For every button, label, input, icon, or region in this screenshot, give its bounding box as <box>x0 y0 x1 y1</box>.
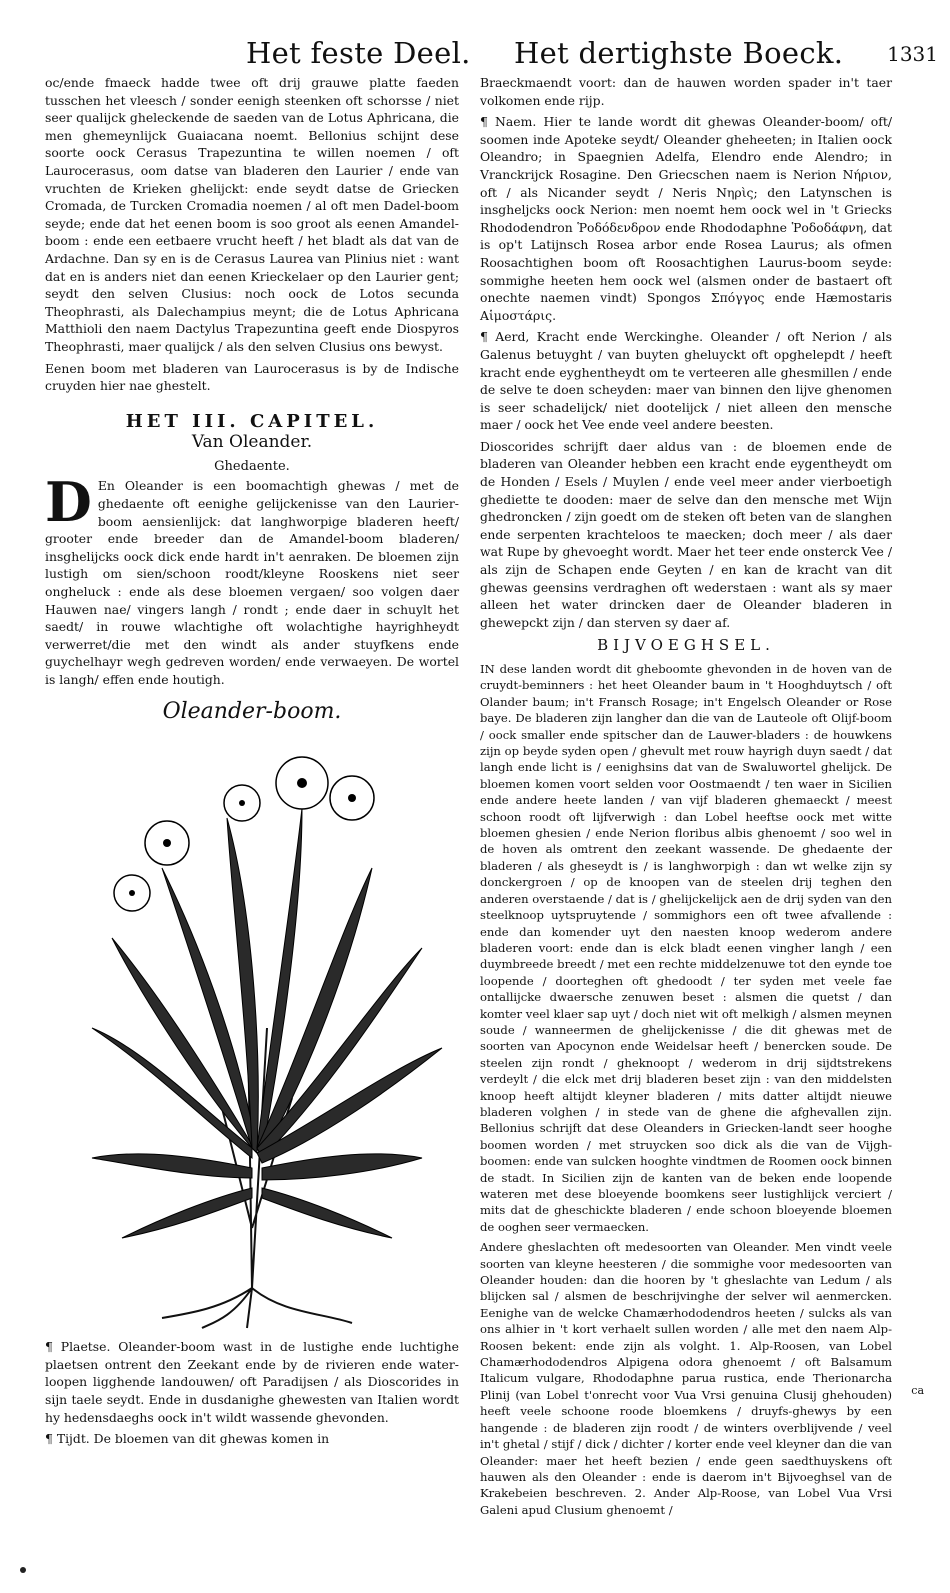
chapter-subject: Van Oleander. <box>191 432 313 453</box>
page-number: 1331 <box>887 42 938 66</box>
figure-title: Oleander-boom. <box>162 698 342 724</box>
dropcap-letter: D <box>45 470 92 535</box>
catchword: ca <box>911 1384 924 1397</box>
ghedaente-paragraph <box>45 470 459 688</box>
oleander-woodcut-illustration <box>52 728 452 1328</box>
right-column <box>480 74 892 1517</box>
ink-speck <box>20 1567 26 1573</box>
plaetse-paragraph: ¶ Plaetse. Oleander-boom wast in de lustighe ende luchtighe plaetsen ontrent den Zeekant ende by de rivieren ende water-loopen ligghende landouwen/ oft Paradijsen / als Dioscorides in sijn taele seydt. Ende in dusdanighe ghewesten van Italien wordt hy hedensdaeghs oock in't wildt wassende ghevonden. <box>45 1339 459 1425</box>
tijdt-paragraph: ¶ Tijdt. De bloemen van dit ghewas komen in <box>45 1431 330 1447</box>
running-header <box>0 30 950 80</box>
ghedaente-text: En Oleander is een boomachtigh ghewas / met de ghedaente oft eenighe gelijckenisse van den Laurier-boom aensienlijck: dat langhworpige bladeren heeft/ grooter ende breeder dan de Amandel-boom bladeren/ insghelijcks oock dick ende hardt in't aenraken. De bloemen zijn lustigh om sien/schoon roodt/kleyne Rooskens niet seer ongheluck : ende als dese bloemen vergaen/ soo volgen daer Hauwen nae/ vingers langh / rondt ; ende daer in schuylt het saedt/ in rouwe wlachtighe oft wolachtighe hayrighheydt verwerret/die met den windt als ander stuyfkens ende guychelhayr wegh gedreven worden/ ende verwaeyen. De wortel is langh/ effen ende houtigh. <box>45 478 459 687</box>
bijvoeghsel-heading: BIJVOEGHSEL. <box>597 636 775 655</box>
section-title-ghedaente: Ghedaente. <box>214 458 290 474</box>
bijvoeghsel-paragraph-1: IN dese landen wordt dit gheboomte ghevonden in de hoven van de cruydt-beminners : het heet Oleander baum in 't Hooghduytsch / oft Olander baum; in't Fransch Rosage; in't Engelsch Oleander or Rose baye. De bladeren zijn langher dan die van de Lauteole oft Olijf-boom / oock smaller ende spitscher dan de Lauwer-bladers : de houwkens zijn op beyde syden open / ghevult met rouw hayrigh duyn saedt / dat langh ende licht is / eenighsins dat van de Swaluwortel ghelijck. De bloemen komen voort selden voor Oostmaendt / ten waer in Sicilien ende andere heete landen / van vijf bladeren ghemaeckt / meest schoon roodt oft lijfverwigh : dan Lobel heeftse oock met witte bloemen ghesien / ende Nerion floribus albis ghenoemt / soo wel in de hoven als omtrent den zeekant wassende. De ghedaente der bladeren / als gheseydt is / is langhworpigh : dan wt welke zijn sy donckergroen / op de knoopen van de steelen drij teghen den anderen overstaende / dat is / ghelijckelijck aen de drij syden van den steelknoop uytspruytende / sommighors een oft twee afvallende : ende dan komender uyt den naesten knoop wederom andere bladeren voort: ende dan is elck bladt eenen vingher langh / een duymbreede breedt / met een rechte middelzenuwe tot den eynde toe loopende / doorteghen oft ghedoodt / ter syden met veele fae ontallijcke dwaersche zenuwen beset : alsmen die quetst / dan komter veel klaer sap uyt / doch niet wit oft melkigh / alsmen meynen soude / wanneermen de ghelijckenisse / die dit ghewas met de soorten van Apocynon ende Weidelsar heeft / benercken soude. De steelen zijn rondt / gheknoopt / wederom in drij sijdtstrekens verdeylt / die elck met drij bladeren beset zijn : van den middelsten knoop heeft altijdt kleyner bladeren / mits datter altijdt nieuwe bladeren volghen / in stede van de ghene die afghevallen zijn. Bellonius schrijft dat dese Oleanders in Griecken-landt seer hooghe boomen worden / met struycken soo dick als die van de Vijgh-boomen: ende van sulcken hooghte vindtmen de Roomen oock binnen de stadt. In Sicilien zijn de kanten van de beken ende loopende wateren met dese bloeyende boomkens seer lustighlijck verciert / mits dat de gheschickte bladeren / ende schoon bloeyende bloemen de ooghen seer vermaecken. <box>480 662 892 1234</box>
left-column <box>45 74 459 1447</box>
header-left-title: Het feste Deel. <box>246 36 471 70</box>
aerd-paragraph: ¶ Aerd, Kracht ende Werckinghe. Oleander / oft Nerion / als Galenus betuyght / van buyten gheluyckt oft opghelepdt / heeft kracht ende eyghentheydt om te verteeren alle ghesmillen / ende de selve te doen scheyden: maer van binnen den lijve ghenomen is seer schadelijck/ niet dootelijck / niet alleen den mensche maer / oock het Vee ende veel andere beesten. <box>480 329 892 433</box>
naem-paragraph: ¶ Naem. Hier te lande wordt dit ghewas Oleander-boom/ oft/ soomen inde Apoteke seydt/ Oleander gheheeten; in Italien oock Oleandro; in Spaegnien Adelfa, Elendro ende Alendro; in Vranckrijck Rosagine. Den Griecschen naem is Nerion Νήριον, oft / als Nicander seydt / Neris Νηρὶς; den Latynschen is insgheljcks oock Nerion: men noemt hem oock wel in 't Griecks Rhododendron Ῥοδόδενδρον ende Rhododaphne Ῥοδοδάφνη, dat is op't Latijnsch Rosea arbor ende Rosea Laurus; als ofmen Roosachtighen boom oft Roosachtighen Laurus-boom seyde: sommighe heeten hem oock wel (alsmen onder de bastaert oft onechte naemen vindt) Spongos Σπόγγος ende Hæmostaris Αἱμοστάρις. <box>480 114 892 323</box>
header-right-title: Het dertighste Boeck. <box>514 36 844 70</box>
bijvoeghsel-paragraph-2: Andere gheslachten oft medesoorten van Oleander. Men vindt veele soorten van kleyne heesteren / die sommighe voor medesoorten van Oleander houden: dan die hooren by 't gheslachte van Ledum / als blijcken sal / alsmen de beschrijvinghe der selver wil aenmercken. Eenighe van de welcke Chamærhododendros heeten / sulcks als van ons alhier in 't kort verhaelt sullen worden / alle met den naem Alp-Roosen bekent: ende zijn als volght. 1. Alp-Roosen, van Lobel Chamærhododendros Alpigena odora ghenoemt / oft Balsamum Italicum vulgare, Rhododaphne parua rustica, ende Therionarcha Plinij (van Lobel t'onrecht voor Vua Vrsi genuina Clusij ghehouden) heeft veele schoone roode bloemkens / druyfs-ghewys by een hangende : de bladeren zijn roodt / de winters overblijvende / veel in't ghetal / stijf / dick / dichter / korter ende veel kleyner dan die van Oleander: maer het heeft bezien / ende geen saedthuyskens oft hauwen als den Oleander : ende is daerom in't Bijvoeghsel van de Krakebeien beschreven. 2. Ander Alp-Roose, van Lobel Vua Vrsi Galeni apud Clusium ghenoemt / <box>480 1240 892 1517</box>
dioscorides-paragraph: Dioscorides schrijft daer aldus van : de bloemen ende de bladeren van Oleander hebben een kracht ende eygentheydt om de Honden / Esels / Muylen / ende veel meer ander vierboetigh ghediette te dooden: maer de selve dan den mensche met Wijn ghedroncken / zijn goedt om de steken oft beten van de slanghen ende serpenten krachteloos te maecken; doch meer / als daer wat Rupe by ghevoeght wordt. Maer het teer ende onsterck Vee / als zijn de Schapen ende Geyten / en kan de kracht van dit ghewas geensins verdraghen oft wederstaen : want als sy maer alleen het water drincken daer de Oleander bladeren in ghewepckt zijn / dan sterven sy daer af. <box>480 438 892 630</box>
intro-paragraph: oc/ende fmaeck hadde twee oft drij grauwe platte faeden tusschen het vleesch / sonder eenigh steenken oft schorsse / niet seer qualijck gheleckende de saeden van de Lotus Aphricana, die men ghemeynlijck Guaiacana noemt. Bellonius schijnt dese soorte oock Cerasus Trapezuntina te willen noemen / oft Laurocerasus, oom datse van bladeren den Laurier / ende van vruchten de Krieken ghelijckt: ende seydt datse de Griecken Cromada, de Turcken Cromadia noemen / al oft men Dadel-boom seyde; ende dat het eenen boom is soo groot als eenen Amandel-boom : ende een eetbaere vrucht heeft / het bladt als dat van de Ardachne. Dan sy en is de Cerasus Laurea van Plinius niet : want dat en is anders niet dan eenen Krieckelaer op den Laurier gent; seydt den selven Clusius: noch oock de Lotos secunda Theophrasti, als Dalechampius meynt; die de Lotus Aphricana Matthioli den naem Dactylus Trapezuntina geeft ende Diospyros Theophrasti, maer qualijck / als den selven Clusius ons bewyst. <box>45 75 459 354</box>
tijdt-continued: Braeckmaendt voort: dan de hauwen worden spader in't taer volkomen ende rijp. <box>480 75 892 108</box>
figure-note: Eenen boom met bladeren van Laurocerasus is by de Indische cruyden hier nae ghestelt. <box>45 360 459 394</box>
chapter-heading: HET III. CAPITEL. <box>125 410 379 432</box>
